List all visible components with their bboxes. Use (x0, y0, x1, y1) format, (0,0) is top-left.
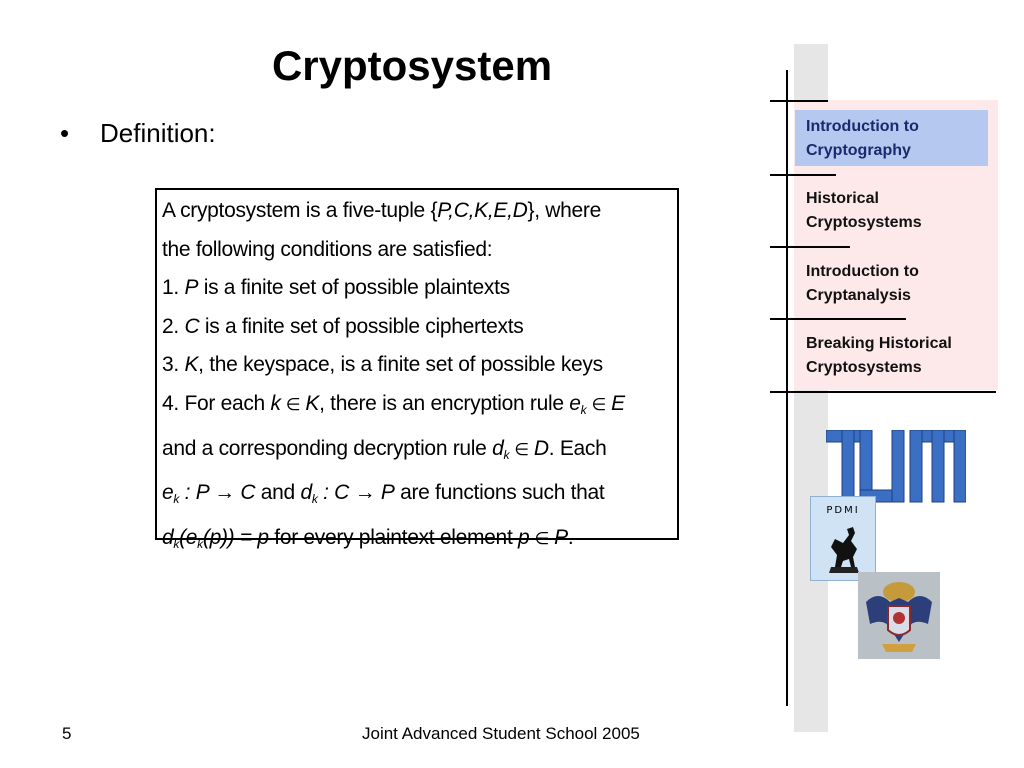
symbol: ∈ (509, 439, 534, 460)
sidebar-divider (786, 70, 788, 706)
math: k (270, 391, 281, 415)
text: 1. (162, 276, 185, 300)
math: : P → C (179, 481, 256, 505)
text: 3. (162, 353, 185, 377)
math: P,C,K,E,D (437, 199, 528, 222)
nav-item-breaking-historical-cryptosystems[interactable]: Breaking Historical Cryptosystems (806, 335, 952, 376)
math: : C → P (317, 481, 395, 505)
definition-box (155, 188, 679, 551)
definition-line-5 (162, 346, 677, 385)
bullet-label: Definition: (100, 118, 216, 148)
math: C (184, 314, 200, 338)
text: for every plaintext element (268, 525, 519, 549)
text: and (255, 481, 301, 505)
definition-line-7 (162, 430, 677, 475)
symbol: ∈ (280, 394, 306, 415)
text: is a finite set of possible plaintexts (198, 276, 510, 300)
horse-statue-icon (821, 521, 867, 577)
math: D (533, 436, 549, 460)
definition-line-9 (162, 519, 677, 564)
subscript: k (311, 492, 318, 507)
text: is a finite set of possible ciphertexts (199, 314, 524, 338)
nav-item-introduction-to-cryptography[interactable]: Introduction to Cryptography (806, 118, 919, 159)
nav-rule (770, 318, 906, 320)
text: and a corresponding decryption rule (162, 436, 493, 460)
math: d (492, 436, 504, 460)
definition-line-3 (162, 269, 677, 308)
pdmi-logo-label: PDMI (826, 505, 860, 516)
tum-logo-icon (826, 430, 966, 506)
math: E (611, 391, 625, 415)
slide-number: 5 (62, 724, 72, 743)
subscript: k (197, 536, 203, 551)
nav-rule (770, 391, 996, 393)
nav-item-historical-cryptosystems[interactable]: Historical Cryptosystems (806, 190, 922, 231)
text: 2. (162, 314, 185, 338)
math: p (518, 525, 530, 549)
text: are functions such that (394, 481, 605, 505)
math: (e (179, 525, 198, 549)
definition-line-8 (162, 474, 677, 519)
text: , the keyspace, is a finite set of possible keys (198, 353, 603, 377)
text: 4. For each (162, 391, 271, 415)
text: }, where (527, 199, 601, 222)
definition-line-1 (162, 192, 677, 231)
math: P (184, 276, 199, 300)
definition-line-4 (162, 308, 677, 347)
symbol: ∈ (529, 528, 555, 549)
footer-text: Joint Advanced Student School 2005 (362, 724, 640, 743)
crest-icon (858, 572, 940, 659)
math: e (162, 481, 174, 505)
subscript: k (173, 536, 180, 551)
text: A cryptosystem is a five-tuple { (162, 199, 438, 222)
math: d (300, 481, 312, 505)
subscript: k (580, 402, 587, 417)
definition-line-6 (162, 385, 677, 430)
math: K (184, 353, 199, 377)
text: , there is an encryption rule (319, 391, 570, 415)
math: e (569, 391, 581, 415)
definition-line-2 (162, 231, 677, 270)
text: the following conditions are satisfied: (162, 237, 493, 261)
bullet-dot-icon: • (60, 118, 70, 148)
math: (p)) = p (202, 525, 269, 549)
symbol: ∈ (586, 394, 612, 415)
nav-item-introduction-to-cryptanalysis[interactable]: Introduction to Cryptanalysis (806, 263, 919, 304)
math: P (554, 525, 568, 549)
bullet-definition (60, 118, 216, 149)
math: d (162, 525, 174, 549)
nav-rule (770, 246, 850, 248)
subscript: k (503, 447, 510, 462)
nav-rule (770, 100, 828, 102)
nav-rule (770, 174, 836, 176)
math: K (305, 391, 320, 415)
subscript: k (173, 492, 180, 507)
text: . Each (548, 436, 607, 460)
pdmi-logo (810, 496, 876, 581)
slide-title: Cryptosystem (271, 42, 553, 89)
text: . (567, 525, 574, 549)
